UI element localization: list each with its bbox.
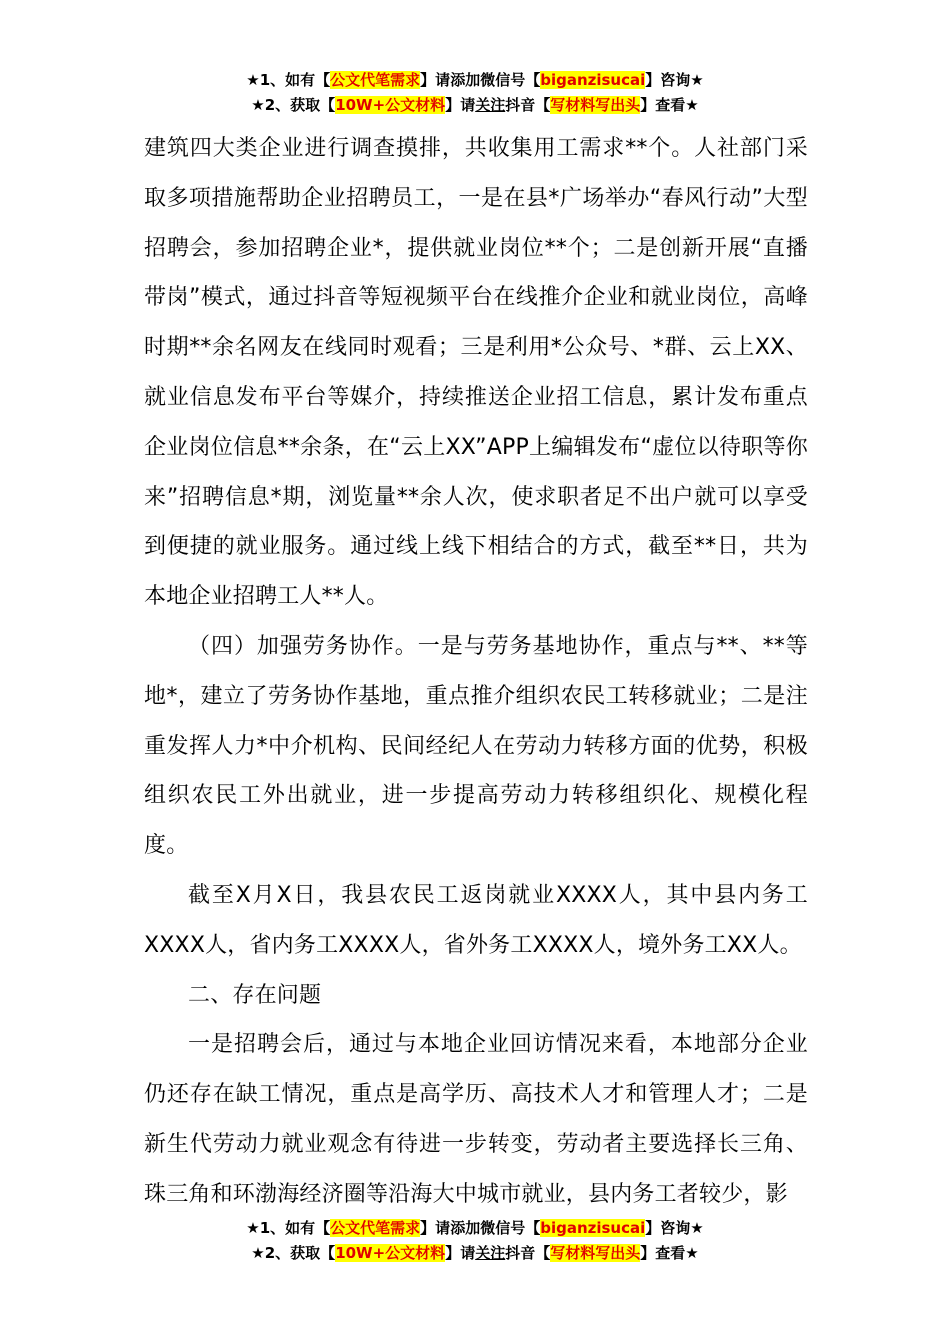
banner-line-1: ★1、如有【公文代笔需求】请添加微信号【biganzisucai】咨询★ bbox=[246, 71, 704, 89]
paragraph-continued: 建筑四大类企业进行调查摸排，共收集用工需求**个。人社部门采取多项措施帮助企业招聘员工，一是在县*广场举办“春风行动”大型招聘会，参加招聘企业*，提供就业岗位**个；二是创新开展“直播带岗”模式，通过抖音等短视频平台在线推介企业和就业岗位，高峰时期**余名网友在线同时观看；三是利用*公众号、*群、云上XX、就业信息发布平台等媒介，持续推送企业招工信息，累计发布重点企业岗位信息**余条，在“云上XX”APP上编辑发布“虚位以待职等你来”招聘信息*期，浏览量**余人次，使求职者足不出户就可以享受到便捷的就业服务。通过线上线下相结合的方式，截至**日，共为本地企业招聘工人**人。 bbox=[144, 136, 808, 610]
paragraph-statistics: 截至X月X日，我县农民工返岗就业XXXX人，其中县内务工XXXX人，省内务工XXXX人，省外务工XXXX人，境外务工XX人。 bbox=[144, 882, 808, 958]
paragraph-problems: 一是招聘会后，通过与本地企业回访情况来看，本地部分企业仍还存在缺工情况，重点是高学历、高技术人才和管理人才；二是新生代劳动力就业观念有待进一步转变，劳动者主要选择长三角、珠三角和环渤海经济圈等沿海大中城市就业，县内务工者较少，影 bbox=[144, 1032, 808, 1207]
banner-highlight: biganzisucai bbox=[540, 71, 646, 89]
banner-highlight: 写材料写出头 bbox=[550, 1244, 641, 1262]
footer-banner bbox=[0, 1216, 950, 1266]
banner-line-2: ★2、获取【10W+公文材料】请关注抖音【写材料写出头】查看★ bbox=[251, 96, 699, 114]
paragraph-labor-cooperation: （四）加强劳务协作。一是与劳务基地协作，重点与**、**等地*，建立了劳务协作基地，重点推介组织农民工转移就业；二是注重发挥人力*中介机构、民间经纪人在劳动力转移方面的优势，积极组织农民工外出就业，进一步提高劳动力转移组织化、规模化程度。 bbox=[144, 633, 808, 859]
banner-highlight: biganzisucai bbox=[540, 1219, 646, 1237]
banner-highlight: 公文代笔需求 bbox=[330, 1219, 421, 1237]
document-body bbox=[144, 124, 808, 1220]
section-heading-problems: 二、存在问题 bbox=[188, 982, 322, 1008]
banner-line-2: ★2、获取【10W+公文材料】请关注抖音【写材料写出头】查看★ bbox=[251, 1244, 699, 1262]
header-banner bbox=[0, 68, 950, 118]
banner-highlight: 10W+公文材料 bbox=[335, 1244, 446, 1262]
banner-highlight: 公文代笔需求 bbox=[330, 71, 421, 89]
banner-highlight: 写材料写出头 bbox=[550, 96, 641, 114]
banner-highlight: 10W+公文材料 bbox=[335, 96, 446, 114]
banner-line-1: ★1、如有【公文代笔需求】请添加微信号【biganzisucai】咨询★ bbox=[246, 1219, 704, 1237]
